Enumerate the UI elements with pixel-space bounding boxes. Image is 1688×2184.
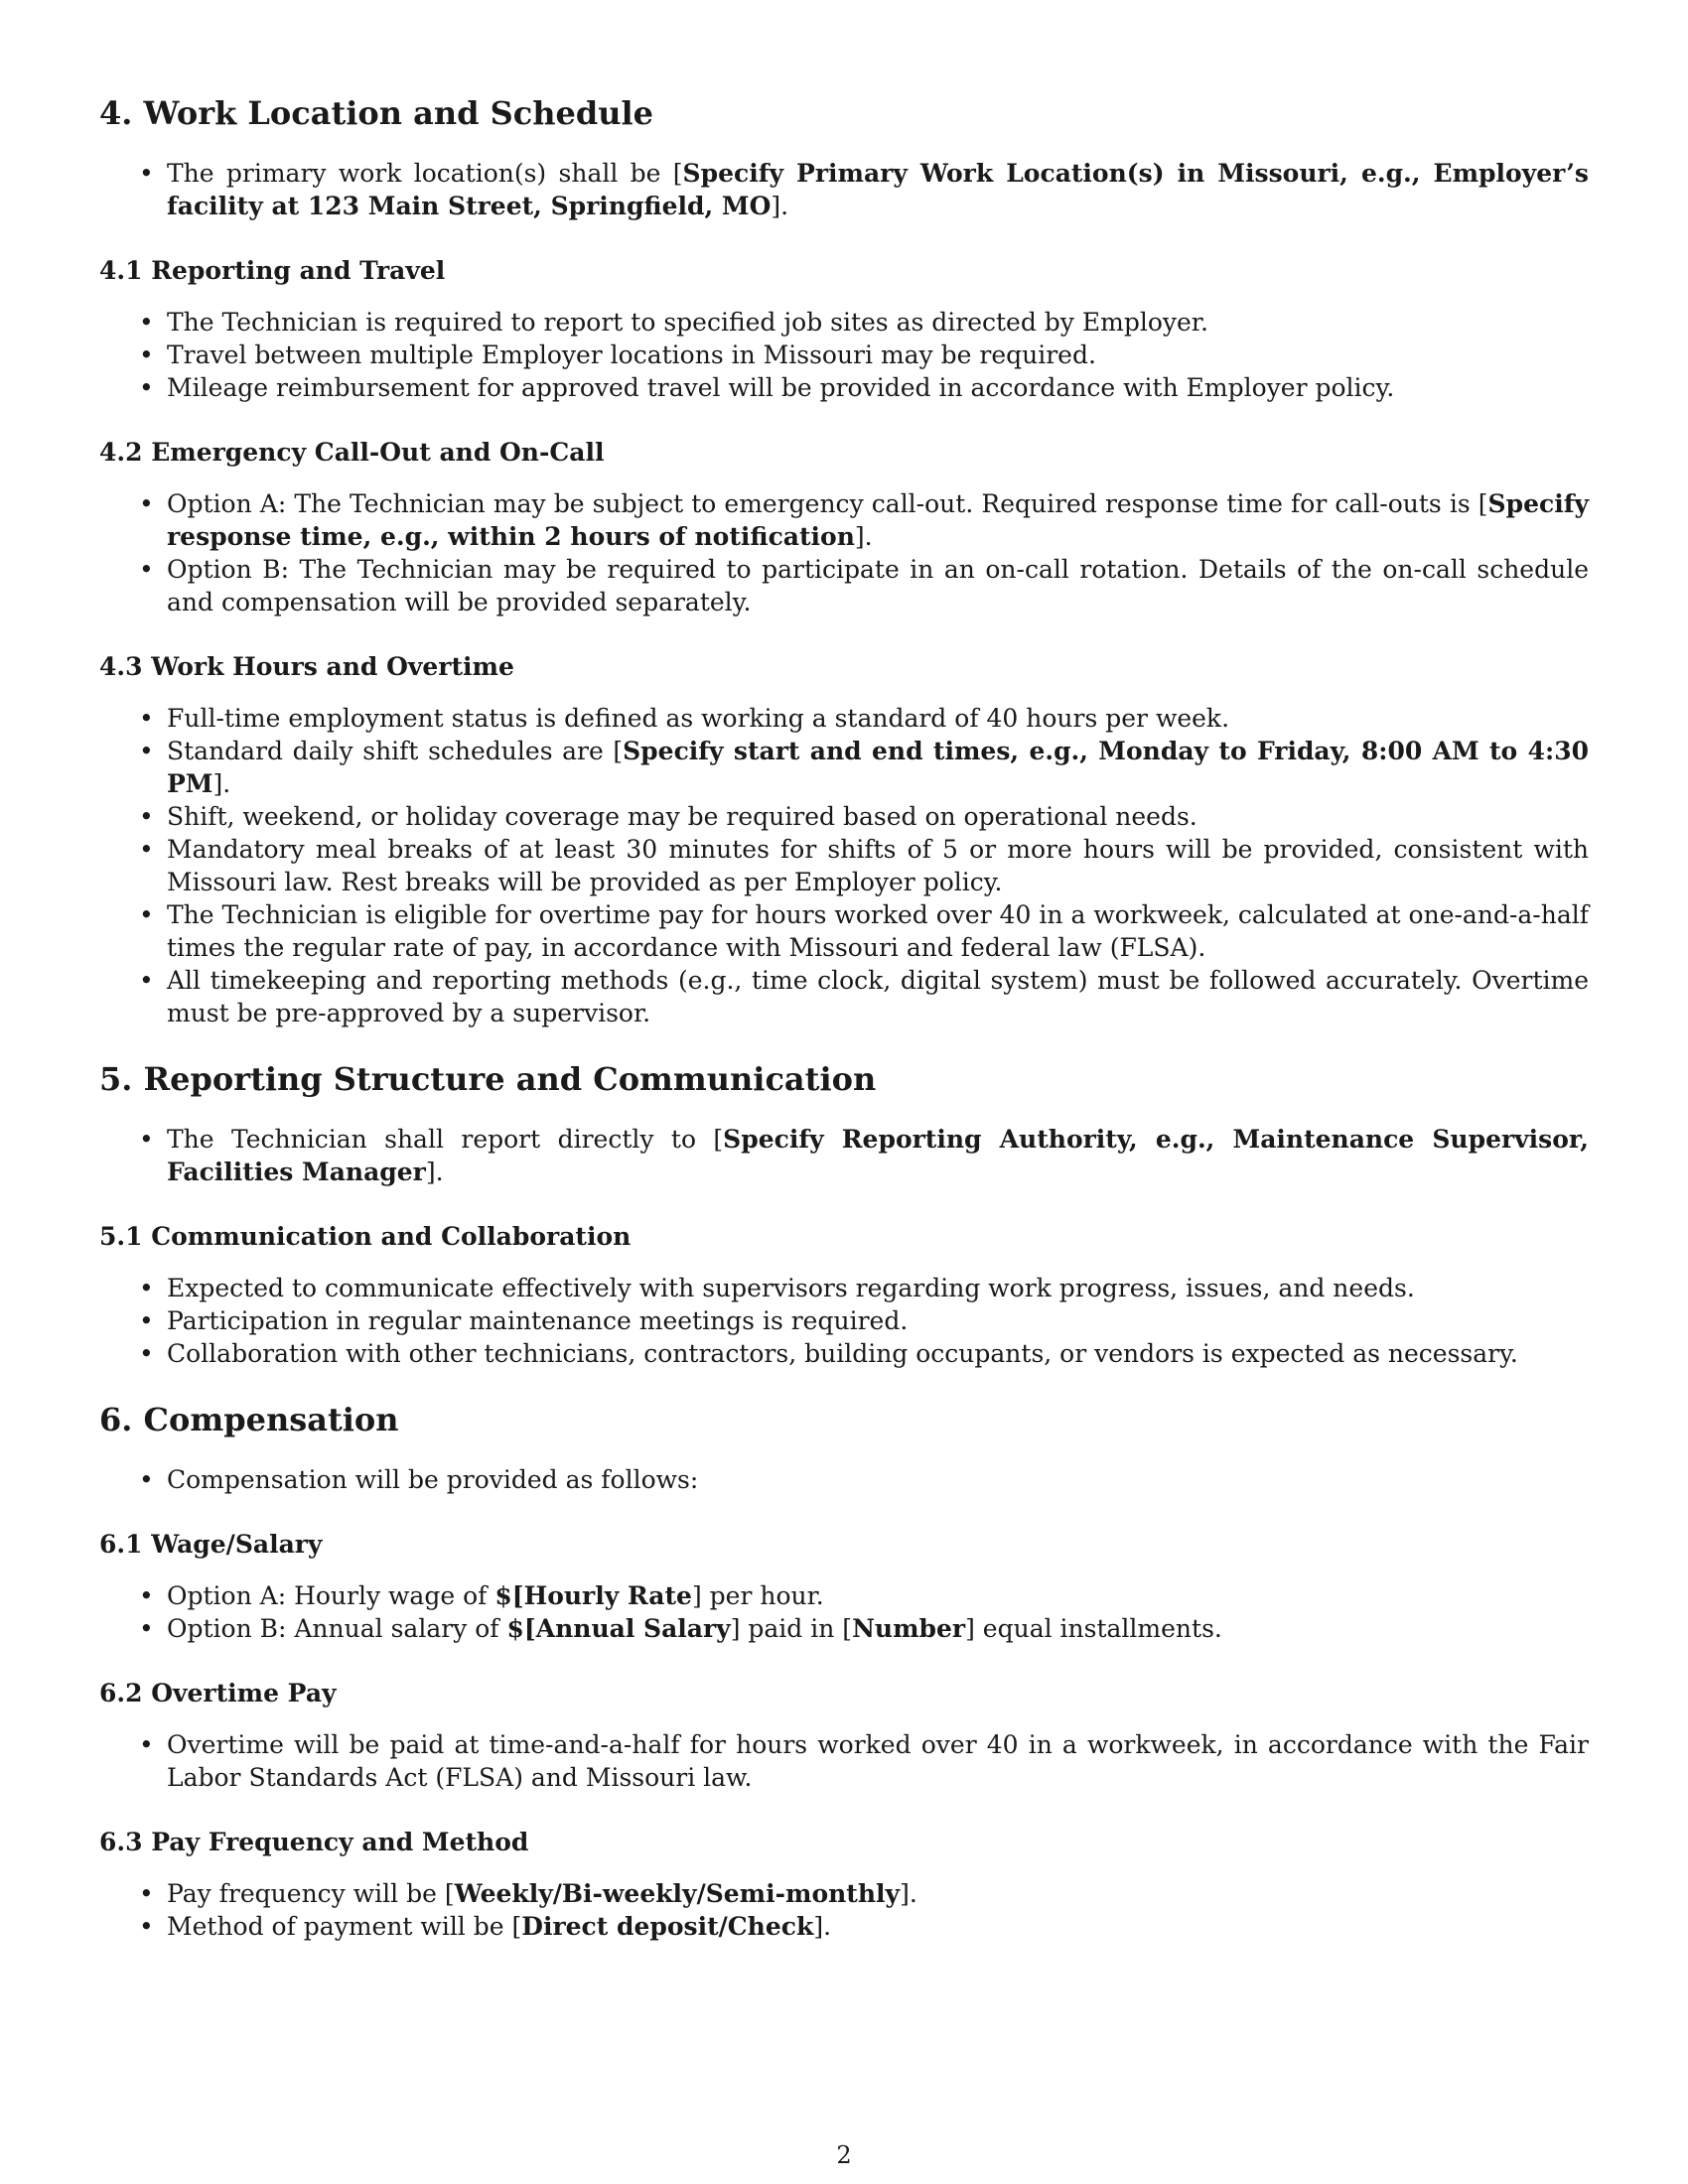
list-item	[167, 306, 1589, 339]
placeholder-text: Direct deposit/Check	[521, 1912, 814, 1941]
item-text: ].	[854, 522, 873, 551]
placeholder-text: Specify response time, e.g., within 2 hours of notification	[167, 489, 1589, 551]
bullet-list	[99, 1877, 1589, 1943]
item-text: Overtime will be paid at time-and-a-half for hours worked over 40 in a workweek, in accordance with the Fair Labor Standards Act (FLSA) and Missouri law.	[167, 1730, 1589, 1792]
item-text: Collaboration with other technicians, contractors, building occupants, or vendors is expected as necessary.	[167, 1339, 1518, 1368]
subsection-heading: 5.1 Communication and Collaboration	[99, 1222, 632, 1251]
item-text: Full-time employment status is defined as working a standard of 40 hours per week.	[167, 704, 1230, 733]
item-text: ] equal installments.	[965, 1614, 1222, 1643]
placeholder-text: Specify Primary Work Location(s) in Missouri, e.g., Employer’s facility at 123 Main Street, Springfield, MO	[167, 159, 1589, 220]
item-text: ].	[212, 769, 231, 798]
placeholder-text: Specify Reporting Authority, e.g., Maintenance Supervisor, Facilities Manager	[167, 1125, 1589, 1186]
item-text: Option B: Annual salary of	[167, 1614, 507, 1643]
item-text: Compensation will be provided as follows:	[167, 1465, 699, 1494]
item-text: The primary work location(s) shall be [	[167, 159, 683, 188]
item-text: Method of payment will be [	[167, 1912, 522, 1941]
item-text: ].	[425, 1158, 444, 1186]
placeholder-text: $[Annual Salary	[506, 1614, 731, 1643]
subsection-heading: 4.3 Work Hours and Overtime	[99, 652, 514, 681]
item-text: ].	[900, 1879, 917, 1908]
bullet-list	[99, 1272, 1589, 1370]
item-text: Standard daily shift schedules are [	[167, 737, 624, 765]
bullet-list	[99, 1463, 1589, 1496]
list-item	[167, 1123, 1589, 1188]
subsection-heading: 6.2 Overtime Pay	[99, 1679, 337, 1707]
section-heading: 6. Compensation	[99, 1401, 399, 1438]
item-text: Mileage reimbursement for approved travel will be provided in accordance with Employer policy.	[167, 373, 1395, 402]
list-item	[167, 157, 1589, 222]
list-item	[167, 487, 1589, 553]
list-item	[167, 964, 1589, 1029]
list-item	[167, 1579, 1589, 1612]
item-text: Option B: The Technician may be required to participate in an on-call rotation. Details of the on-call schedule and compensation will be provided separately.	[167, 555, 1589, 616]
list-item	[167, 1463, 1589, 1496]
list-item	[167, 833, 1589, 898]
item-text: ].	[813, 1912, 832, 1941]
item-text: Travel between multiple Employer locations in Missouri may be required.	[167, 341, 1096, 369]
bullet-list	[99, 487, 1589, 618]
item-text: Shift, weekend, or holiday coverage may be required based on operational needs.	[167, 802, 1197, 831]
item-text: Pay frequency will be [	[167, 1879, 455, 1908]
bullet-list	[99, 306, 1589, 404]
list-item	[167, 898, 1589, 964]
list-item	[167, 1337, 1589, 1370]
item-text: ] paid in [	[730, 1614, 853, 1643]
subsection-heading: 4.2 Emergency Call-Out and On-Call	[99, 438, 605, 467]
item-text: Option A: Hourly wage of	[167, 1581, 495, 1610]
list-item	[167, 1877, 1589, 1910]
list-item	[167, 735, 1589, 800]
item-text: Participation in regular maintenance meetings is required.	[167, 1306, 909, 1335]
list-item	[167, 553, 1589, 618]
placeholder-text: Number	[852, 1614, 966, 1643]
subsection-heading: 4.1 Reporting and Travel	[99, 256, 446, 285]
item-text: All timekeeping and reporting methods (e.g., time clock, digital system) must be followed accurately. Overtime must be pre-approved by a supervisor.	[167, 966, 1589, 1027]
item-text: ].	[771, 192, 789, 220]
list-item	[167, 702, 1589, 735]
bullet-list	[99, 1123, 1589, 1188]
list-item	[167, 1910, 1589, 1943]
item-text: Mandatory meal breaks of at least 30 minutes for shifts of 5 or more hours will be provided, consistent with Missouri law. Rest breaks will be provided as per Employer policy.	[167, 835, 1589, 896]
item-text: The Technician shall report directly to [	[167, 1125, 724, 1154]
item-text: Expected to communicate effectively with supervisors regarding work progress, issues, and needs.	[167, 1274, 1415, 1302]
item-text: The Technician is required to report to specified job sites as directed by Employer.	[167, 308, 1208, 337]
item-text: The Technician is eligible for overtime pay for hours worked over 40 in a workweek, calculated at one-and-a-half times the regular rate of pay, in accordance with Missouri and federal law (FLSA).	[167, 900, 1589, 962]
placeholder-text: Specify start and end times, e.g., Monday to Friday, 8:00 AM to 4:30 PM	[167, 737, 1589, 798]
bullet-list	[99, 1579, 1589, 1645]
placeholder-text: Weekly/Bi-weekly/Semi-monthly	[454, 1879, 901, 1908]
bullet-list	[99, 1728, 1589, 1794]
bullet-list	[99, 702, 1589, 1029]
list-item	[167, 1272, 1589, 1304]
list-item	[167, 800, 1589, 833]
page-number: 2	[836, 2141, 852, 2169]
document-page	[99, 91, 1589, 1943]
list-item	[167, 1728, 1589, 1794]
section-heading: 4. Work Location and Schedule	[99, 94, 654, 132]
list-item	[167, 1612, 1589, 1645]
list-item	[167, 339, 1589, 371]
item-text: ] per hour.	[691, 1581, 824, 1610]
subsection-heading: 6.1 Wage/Salary	[99, 1530, 323, 1559]
placeholder-text: $[Hourly Rate	[494, 1581, 692, 1610]
item-text: Option A: The Technician may be subject to emergency call-out. Required response time for call-outs is [	[167, 489, 1488, 518]
bullet-list	[99, 157, 1589, 222]
section-heading: 5. Reporting Structure and Communication	[99, 1060, 877, 1098]
list-item	[167, 1304, 1589, 1337]
subsection-heading: 6.3 Pay Frequency and Method	[99, 1828, 529, 1856]
list-item	[167, 371, 1589, 404]
